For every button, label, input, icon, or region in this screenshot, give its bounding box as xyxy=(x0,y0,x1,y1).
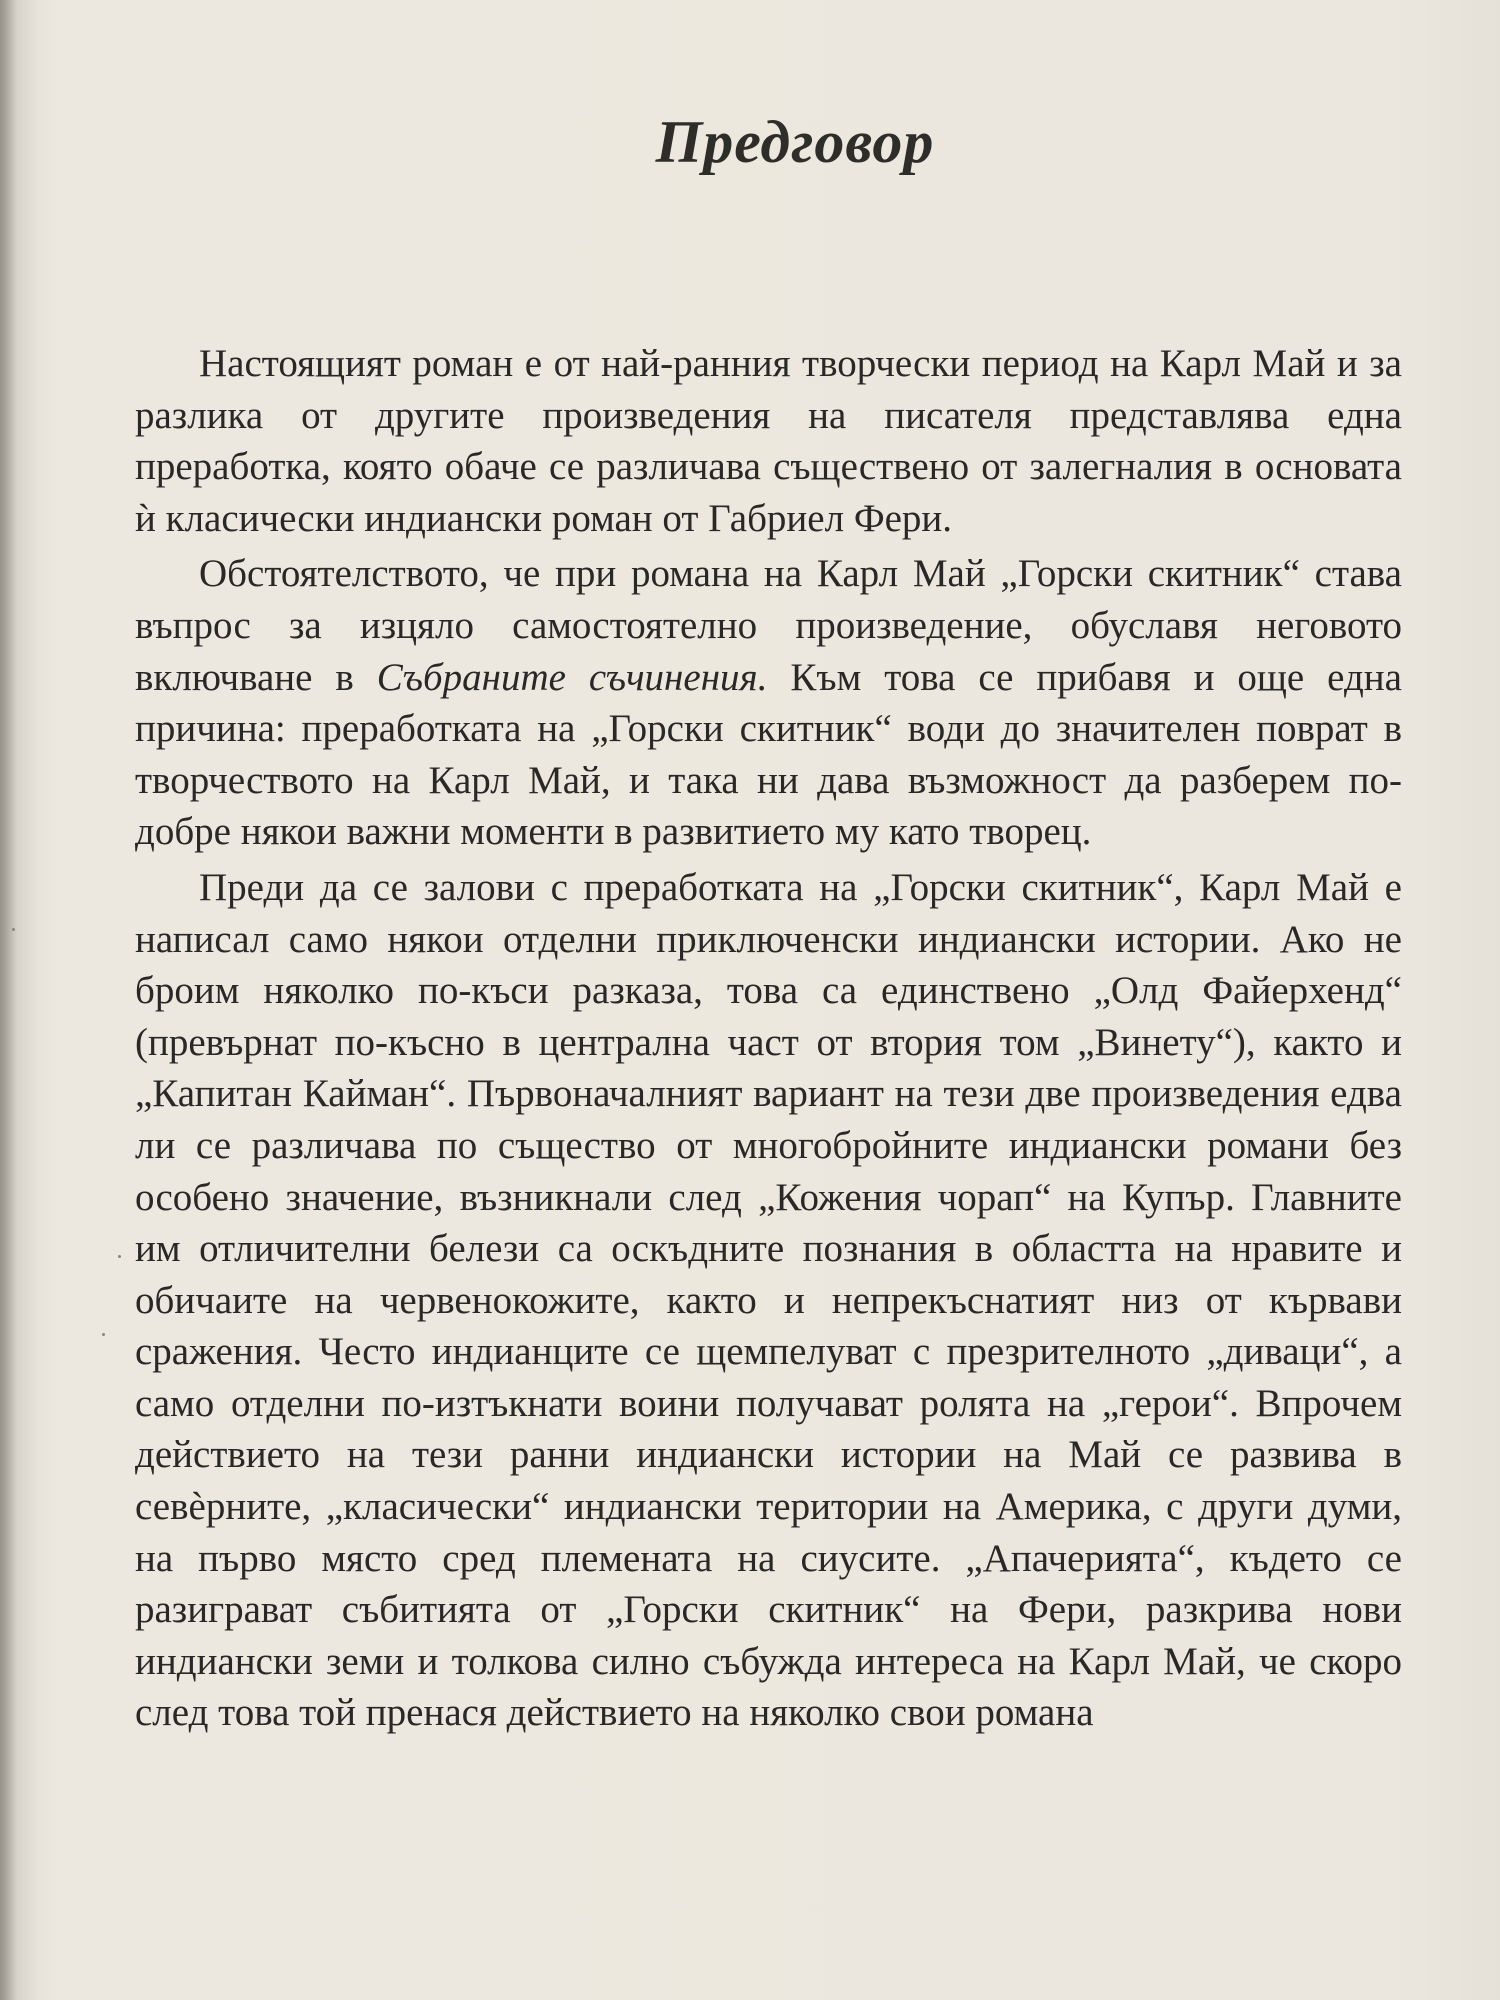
paragraph-1: Настоящият роман е от най-ранния творчески период на Карл Май и за разлика от другите произведения на писателя представлява една преработка, която обаче се различава съществено от залегналия в основата ѝ класически индиански роман от Габриел Фери. xyxy=(135,342,1402,540)
body-text xyxy=(135,338,1402,1739)
paragraph-3: Преди да се залови с преработката на „Горски скитник“, Карл Май е написал само някои отделни приключенски индиански истории. Ако не броим няколко по-къси разказа, това са единствено „Олд Файерхенд“ (превърнат по-късно в централна част от втория том „Винету“), както и „Капитан Кайман“. Първоначалният вариант на тези две произведения едва ли се различава по същество от многобройните индиански романи без особено значение, възникнали след „Кожения чорап“ на Купър. Главните им отличителни белези са оскъдните познания в областта на нравите и обичаите на червенокожите, както и непрекъснатият низ от кървави сражения. Често индианците се щемпелуват с презрителното „диваци“, а само отделни по-изтъкнати воини получават ролята на „герои“. Впрочем действието на тези ранни индиански истории на Май се развива в севèрните, „класически“ индиански територии на Америка, с други думи, на първо място сред племената на сиусите. „Апачерията“, където се разиграват събитията от „Горски скитник“ на Фери, разкрива нови индиански земи и толкова силно събужда интереса на Карл Май, че скоро след това той пренася действието на няколко свои романа xyxy=(135,865,1402,1735)
paper-speck xyxy=(102,1333,105,1336)
paragraph-2 xyxy=(135,548,1402,858)
chapter-title: Предговор xyxy=(655,109,935,175)
page-gutter-shadow xyxy=(0,0,18,2000)
paragraph-2-after: Към това се прибавя и още една причина: преработката на „Горски скитник“ води до значителен поврат в творчеството на Карл Май, и така ни дава възможност да разберем по-добре някои важни моменти в развитието му като творец. xyxy=(135,655,1402,854)
paper-speck xyxy=(118,1255,121,1258)
paper-speck xyxy=(12,928,15,931)
paragraph-2-before: Обстоятелството, че при романа на Карл Май „Горски скитник“ става въпрос за изцяло самостоятелно произведение, обуславя неговото включване в xyxy=(135,552,1402,699)
paragraph-2-emphasis: Събраните съчинения. xyxy=(376,655,768,699)
